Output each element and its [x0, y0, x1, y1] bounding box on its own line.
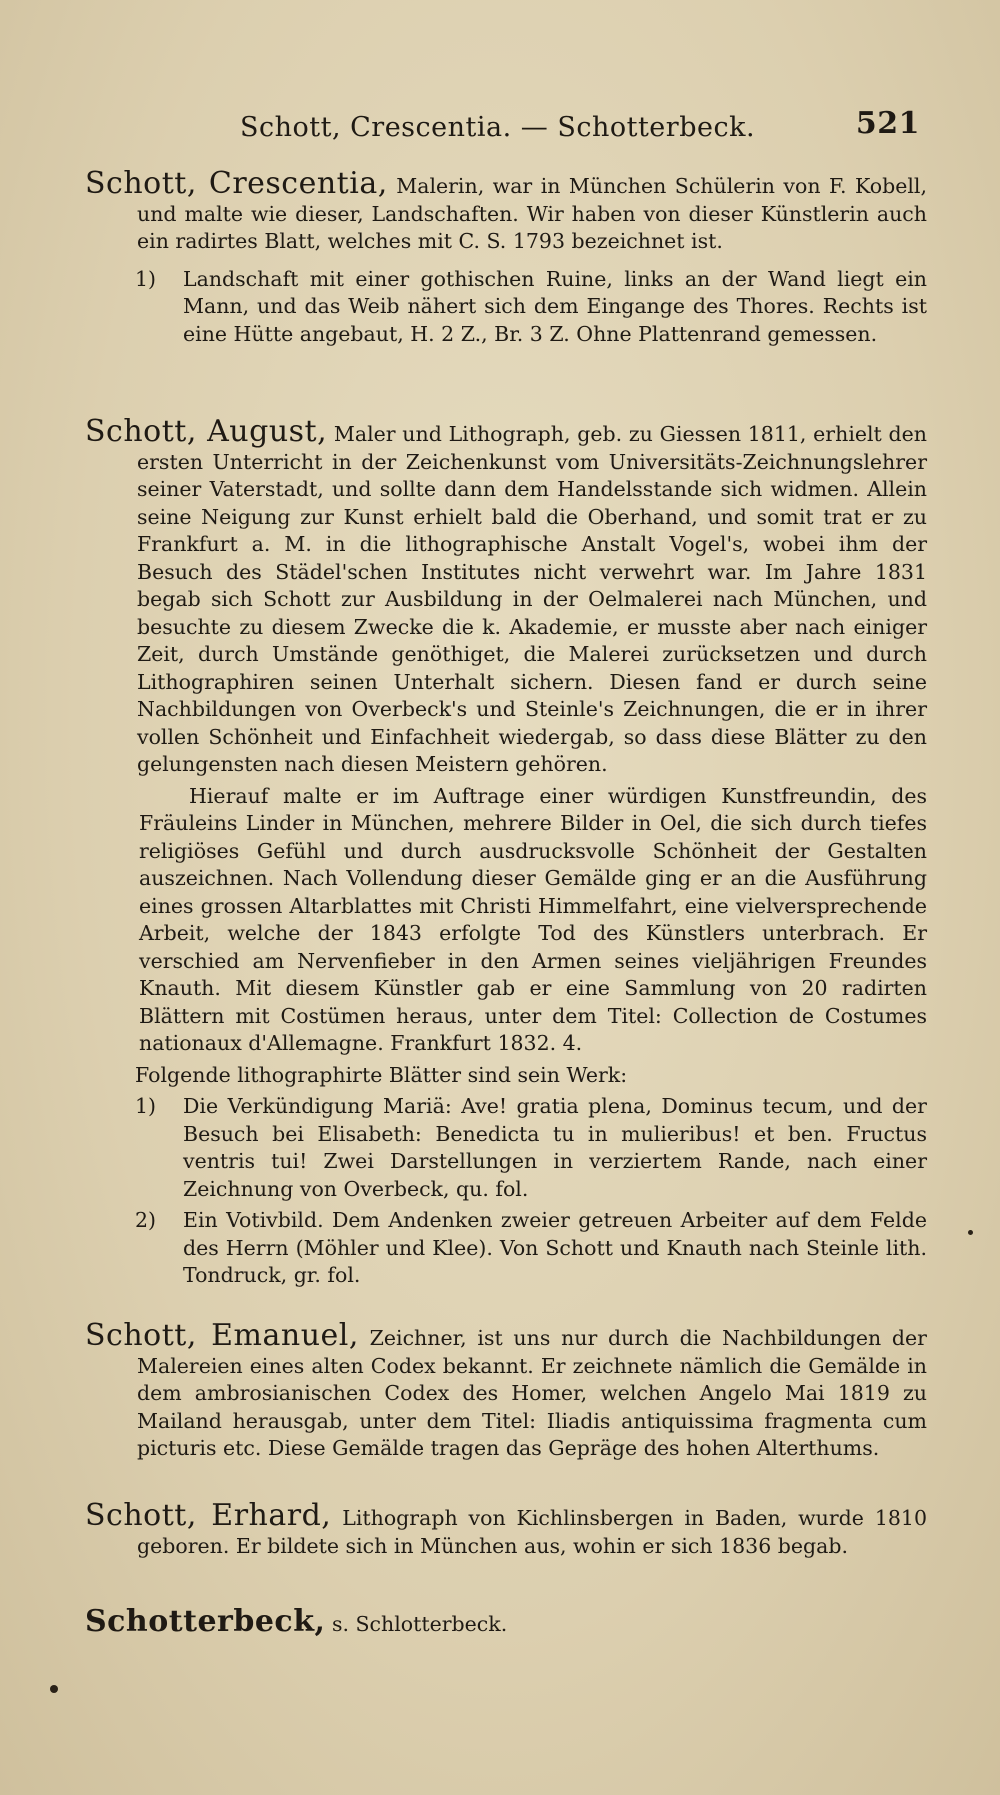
running-title: Schott, Crescentia. — Schotterbeck. — [240, 112, 756, 143]
item-number: 2) — [135, 1208, 157, 1232]
entry-name: Schott, Emanuel, — [85, 1318, 359, 1353]
entry-name: Schott, August, — [85, 414, 328, 449]
list-item — [135, 1093, 927, 1203]
entry-erhard — [85, 1498, 927, 1560]
entry-paragraph — [85, 414, 927, 779]
item-text: Die Verkündigung Mariä: Ave! gratia plena, Dominus tecum, und der Besuch bei Elisabeth: Benedicta tu in mulieribus! et ben. Fructus ventris tui! Zwei Darstellungen in verziertem Rande, nach einer Zeichnung von Overbeck, qu. fol. — [183, 1094, 927, 1201]
entry-paragraph — [85, 1318, 927, 1463]
entry-text: Zeichner, ist uns nur durch die Nachbildungen der Malereien eines alten Codex bekannt. Er zeichnete nämlich die Gemälde in dem ambrosianischen Codex des Homer, welchen Angelo Mai 1819 zu Mailand herausgab, unter dem Titel: Iliadis antiquissima fragmenta cum picturis etc. Diese Gemälde tragen das Gepräge des hohen Alterthums. — [137, 1326, 927, 1460]
item-list — [85, 1062, 927, 1290]
entry-august — [85, 414, 927, 1290]
entry-paragraph — [85, 1604, 927, 1639]
entry-paragraph — [85, 1498, 927, 1560]
entry-name: Schotterbeck, — [85, 1604, 326, 1639]
item-list — [85, 266, 927, 349]
entry-text: s. Schlotterbeck. — [331, 1612, 508, 1636]
entry-name: Schott, Erhard, — [85, 1498, 332, 1533]
entry-text: Lithograph von Kichlinsbergen in Baden, wurde 1810 geboren. Er bildete sich in München aus, wohin er sich 1836 begab. — [137, 1506, 927, 1558]
page-number: 521 — [855, 106, 920, 141]
entry-text: Malerin, war in München Schülerin von F. Kobell, und malte wie dieser, Landschaften. Wir haben von dieser Künstlerin auch ein radirtes Blatt, welches mit C. S. 1793 bezeichnet ist. — [137, 174, 927, 253]
entry-paragraph — [85, 166, 927, 256]
entry-schotterbeck — [85, 1604, 927, 1639]
entry-crescentia — [85, 166, 927, 348]
list-item — [135, 1207, 927, 1290]
item-number: 1) — [135, 1094, 157, 1118]
list-item — [135, 266, 927, 349]
ink-speck — [50, 1685, 58, 1693]
list-intro: Folgende lithographirte Blätter sind sein Werk: — [135, 1062, 628, 1087]
ink-speck — [968, 1230, 973, 1235]
entry-name: Schott, Crescentia, — [85, 166, 388, 201]
page-header — [240, 106, 920, 143]
entry-emanuel — [85, 1318, 927, 1463]
entry-paragraph-2: Hierauf malte er im Auftrage einer würdigen Kunstfreundin, des Fräuleins Linder in München, mehrere Bilder in Oel, die sich durch tiefes religiöses Gefühl und durch ausdrucksvolle Schönheit der Gestalten auszeichnen. Nach Vollendung dieser Gemälde ging er an die Ausführung eines grossen Altarblattes mit Christi Himmelfahrt, eine vielversprechende Arbeit, welche der 1843 erfolgte Tod des Künstlers unterbrach. Er verschied am Nervenfieber in den Armen seines vieljährigen Freundes Knauth. Mit diesem Künstler gab er eine Sammlung von 20 radirten Blättern mit Costümen heraus, unter dem Titel: Collection de Costumes nationaux d'Allemagne. Frankfurt 1832. 4. — [139, 783, 927, 1055]
item-text: Landschaft mit einer gothischen Ruine, links an der Wand liegt ein Mann, und das Weib nähert sich dem Eingange des Thores. Rechts ist eine Hütte angebaut, H. 2 Z., Br. 3 Z. Ohne Plattenrand gemessen. — [183, 266, 927, 346]
entry-text: Maler und Lithograph, geb. zu Giessen 1811, erhielt den ersten Unterricht in der Zeichenkunst vom Universitäts-Zeichnungslehrer seiner Vaterstadt, und sollte dann dem Handelsstande sich widmen. Allein seine Neigung zur Kunst erhielt bald die Oberhand, und somit trat er zu Frankfurt a. M. in die lithographische Anstalt Vogel's, wobei ihm der Besuch des Städel'schen Institutes nicht verwehrt war. Im Jahre 1831 begab sich Schott zur Ausbildung in der Oelmalerei nach München, und besuchte zu diesem Zwecke die k. Akademie, er musste aber nach einiger Zeit, durch Umstände genöthiget, die Malerei zurücksetzen und durch Lithographiren seinen Unterhalt sichern. Diesen fand er durch seine Nachbildungen von Overbeck's und Steinle's Zeichnungen, die er in ihrer vollen Schönheit und Einfachheit wiedergab, so dass diese Blätter zu den gelungensten nach diesen Meistern gehören. — [137, 422, 927, 776]
item-text: Ein Votivbild. Dem Andenken zweier getreuen Arbeiter auf dem Felde des Herrn (Möhler und Klee). Von Schott und Knauth nach Steinle lith. Tondruck, gr. fol. — [183, 1208, 927, 1287]
item-number: 1) — [135, 266, 157, 291]
